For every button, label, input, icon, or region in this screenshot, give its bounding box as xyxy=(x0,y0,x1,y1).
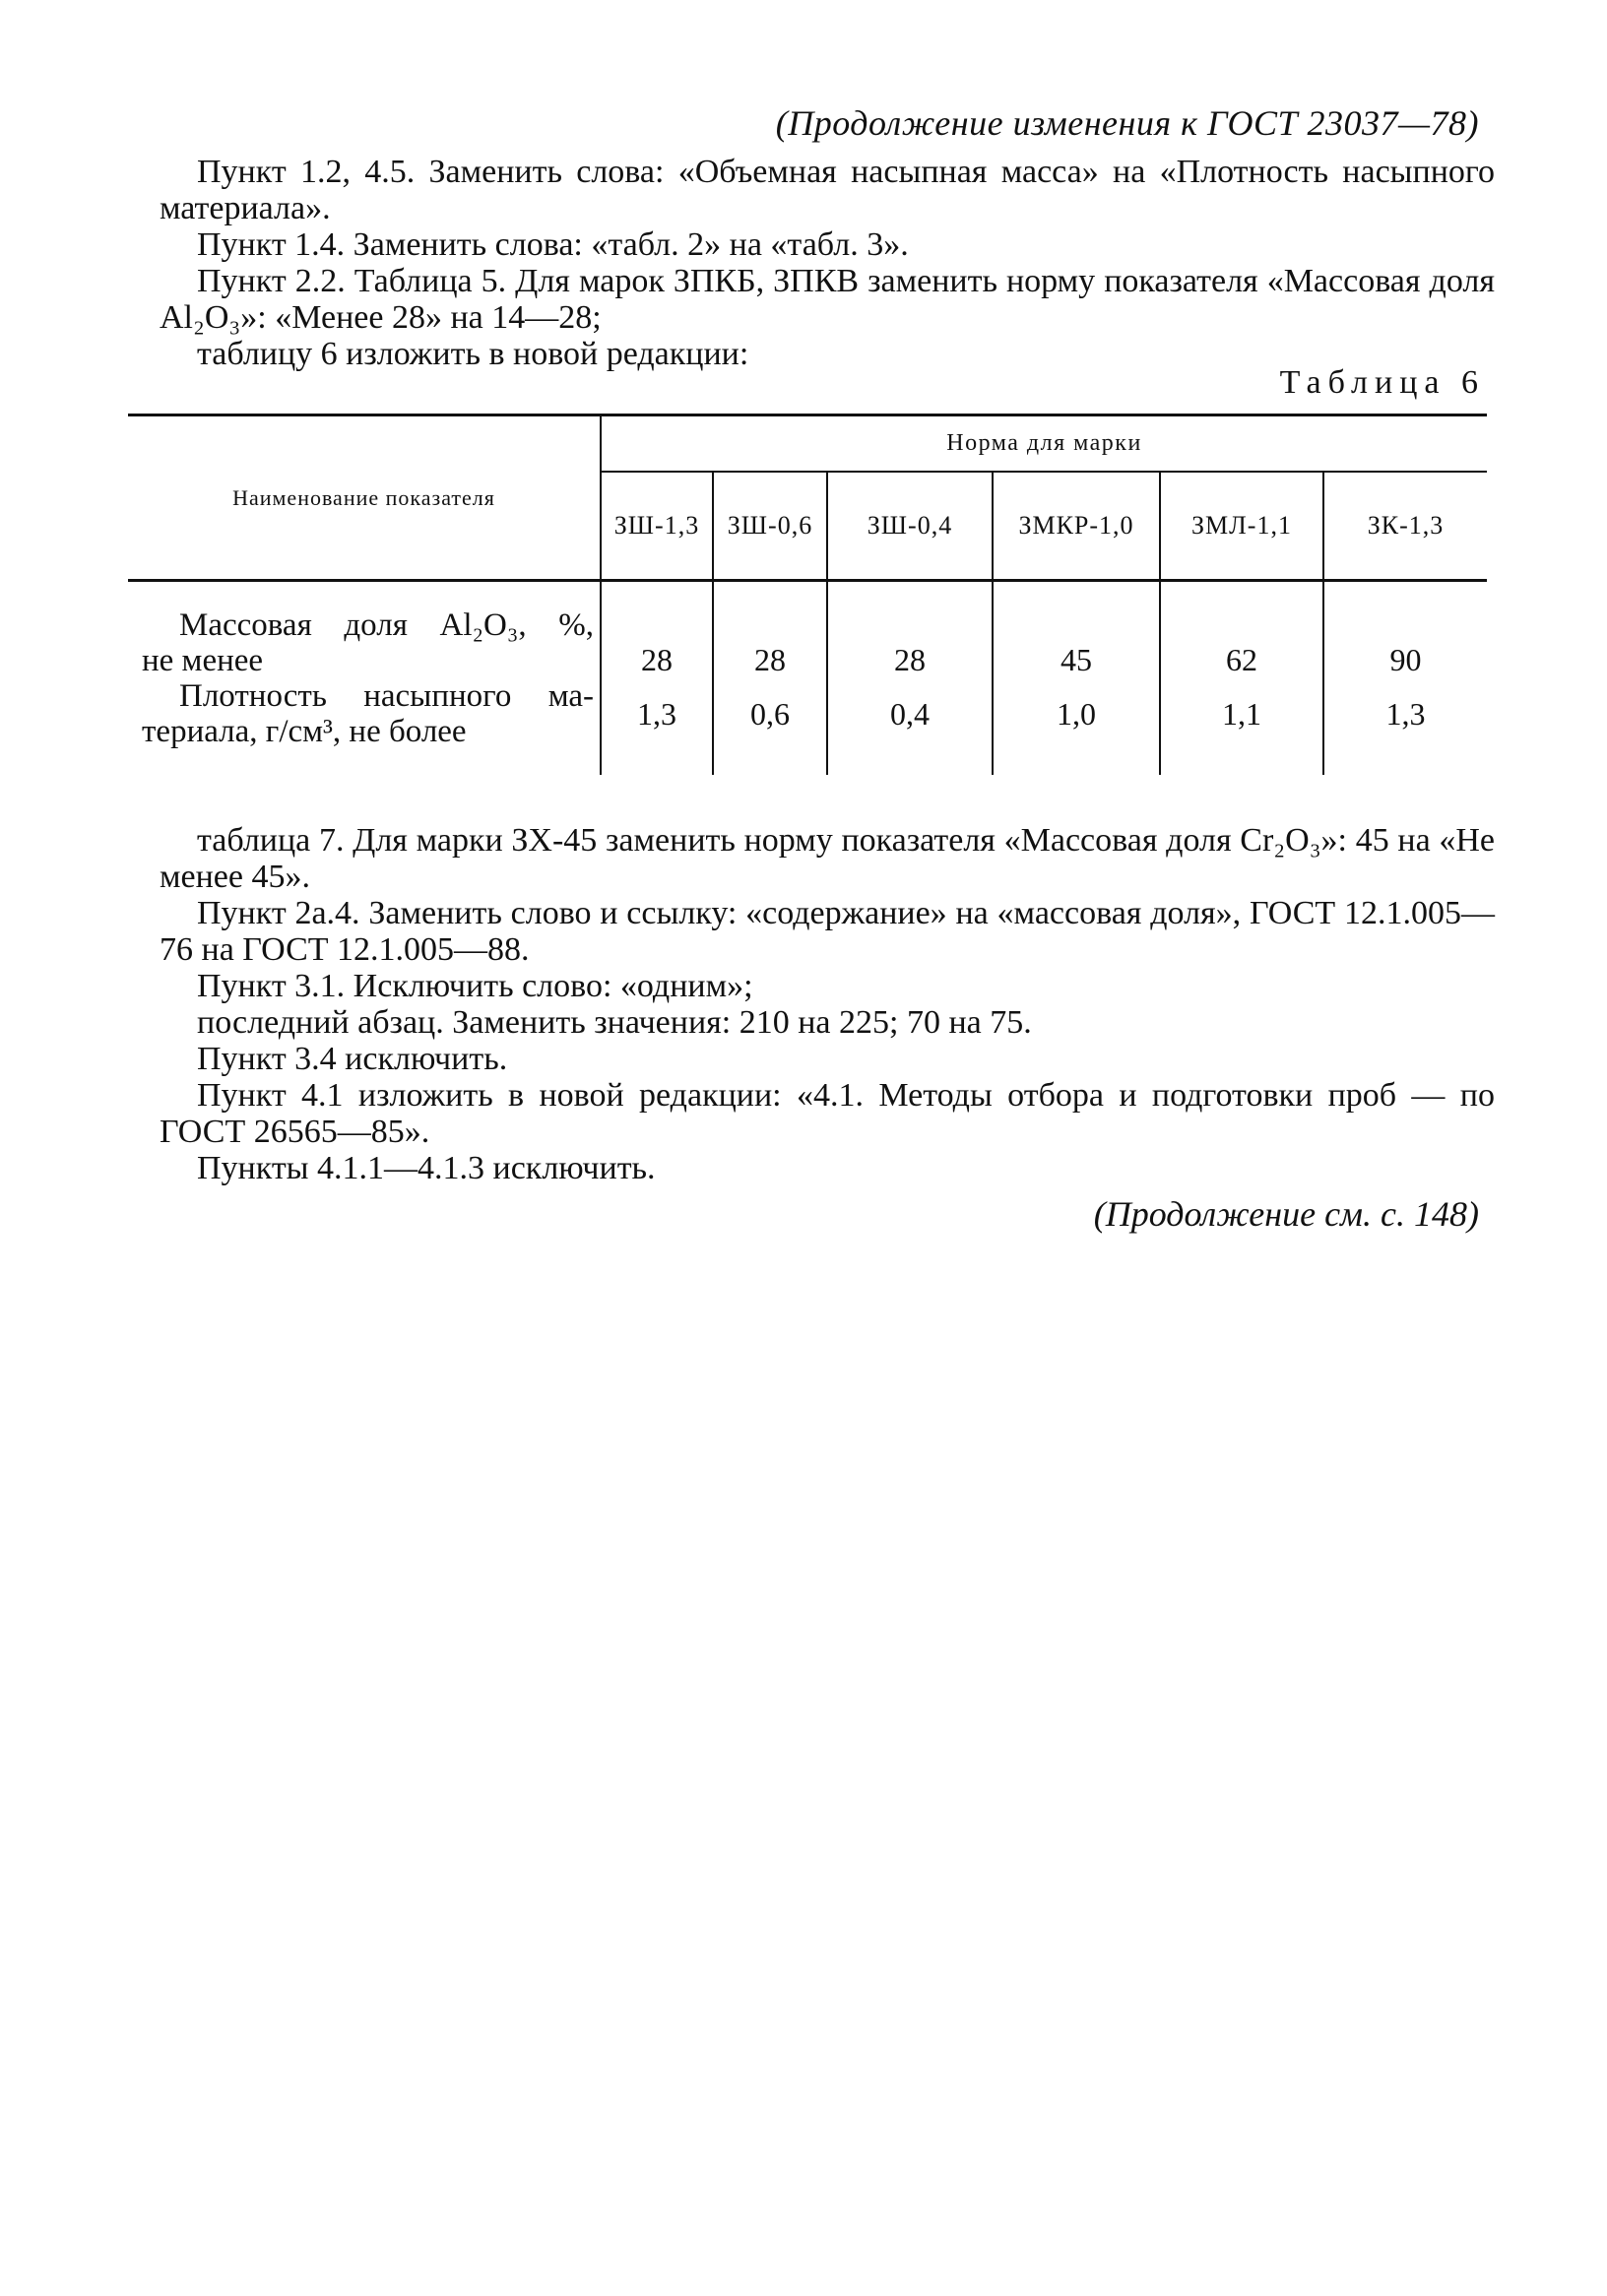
table-cell: 1,0 xyxy=(993,678,1160,749)
table-cell: 0,6 xyxy=(713,678,827,749)
table-row xyxy=(128,678,1487,749)
paragraph-item-4-1: Пункт 4.1 изложить в новой редакции: «4.1. Методы отбора и подготовки проб — по ГОСТ 26565—85». xyxy=(160,1077,1495,1150)
column-header: ЗМЛ-1,1 xyxy=(1160,472,1323,581)
paragraph-table-6-intro: таблицу 6 изложить в новой редакции: xyxy=(197,336,749,372)
table-cell: 0,4 xyxy=(827,678,993,749)
column-header: ЗМКР-1,0 xyxy=(993,472,1160,581)
table-cell: 28 xyxy=(713,581,827,679)
table-caption: Таблица 6 xyxy=(1279,364,1485,401)
amendment-text-bottom xyxy=(160,822,1495,1186)
paragraph-item-2a-4: Пункт 2а.4. Заменить слово и ссылку: «содержание» на «массовая доля», ГОСТ 12.1.005—76 на ГОСТ 12.1.005—88. xyxy=(160,895,1495,968)
paragraph-item-3-4: Пункт 3.4 исключить. xyxy=(197,1041,508,1077)
table-cell: 1,3 xyxy=(1385,695,1426,732)
column-header: ЗШ-0,6 xyxy=(713,472,827,581)
table-cell: 1,3 xyxy=(601,678,713,749)
paragraph-item-3-1: Пункт 3.1. Исключить слово: «одним»; xyxy=(197,968,753,1004)
paragraph-item-2-2: Пункт 2.2. Таблица 5. Для марок ЗПКБ, ЗПКВ заменить норму показателя «Массовая доля Al₂O₃»: «Менее 28» на 14—28; xyxy=(160,263,1495,336)
table-bottom-spacer xyxy=(128,749,1487,775)
row-label: Плотность насыпного ма- териала, г/см³, не более xyxy=(128,678,601,749)
continuation-header: (Продолжение изменения к ГОСТ 23037—78) xyxy=(775,103,1479,143)
paragraph-table-7: таблица 7. Для марки ЗХ-45 заменить норму показателя «Массовая доля Cr₂O₃»: 45 на «Не менее 45». xyxy=(160,822,1495,895)
column-header: ЗШ-0,4 xyxy=(827,472,993,581)
table-cell: 1,1 xyxy=(1160,678,1323,749)
table-cell: 28 xyxy=(601,581,713,679)
table-cell: 45 xyxy=(993,581,1160,679)
column-header: ЗШ-1,3 xyxy=(601,472,713,581)
paragraph-items-4-1-1: Пункты 4.1.1—4.1.3 исключить. xyxy=(197,1150,656,1186)
table-cell: 62 xyxy=(1160,581,1323,679)
continuation-footer: (Продолжение см. с. 148) xyxy=(1093,1194,1479,1234)
table-cell: 28 xyxy=(827,581,993,679)
amendment-text-top xyxy=(160,154,1495,372)
grade-norm-header: Норма для марки xyxy=(601,415,1487,473)
row-label: Массовая доля Al₂O₃, %, не менее xyxy=(128,581,601,679)
indicator-name-header: Наименование показателя xyxy=(128,415,601,581)
paragraph-item-1-4: Пункт 1.4. Заменить слова: «табл. 2» на «табл. 3». xyxy=(197,226,909,263)
column-header: ЗК-1,3 xyxy=(1323,472,1487,581)
norms-table xyxy=(128,414,1487,775)
paragraph-item-1-2: Пункт 1.2, 4.5. Заменить слова: «Объемная насыпная масса» на «Плотность насыпного материала». xyxy=(160,154,1495,226)
table-row xyxy=(128,581,1487,679)
table-cell: 90 xyxy=(1389,642,1422,677)
paragraph-last-abzac: последний абзац. Заменить значения: 210 на 225; 70 на 75. xyxy=(197,1004,1032,1041)
